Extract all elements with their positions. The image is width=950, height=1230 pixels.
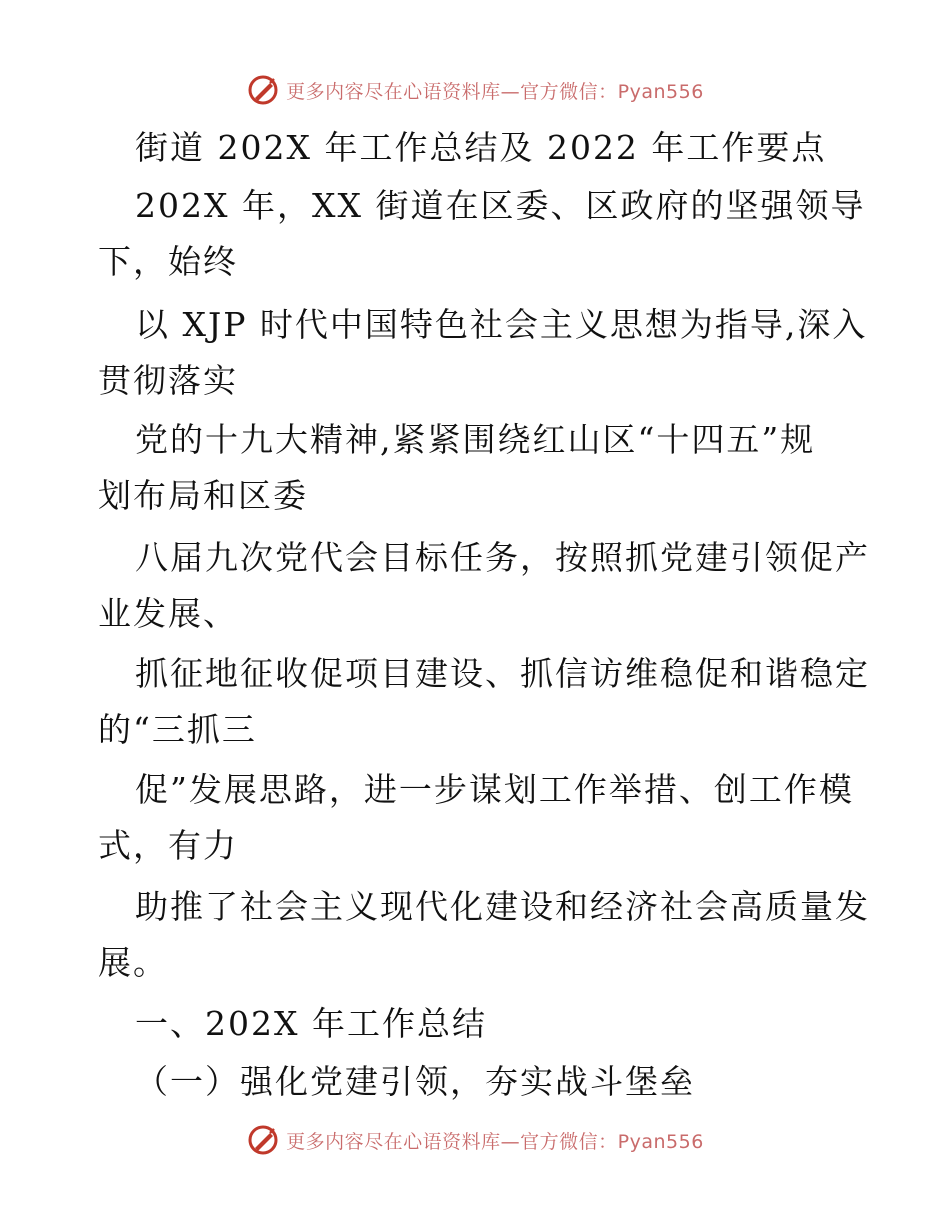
paragraph-line: 展。 xyxy=(98,943,168,982)
pen-logo-icon xyxy=(246,1123,280,1157)
paragraph-line: 贯彻落实 xyxy=(98,361,238,400)
header-watermark-text: 更多内容尽在心语资料库—官方微信：Pyan556 xyxy=(286,80,704,103)
paragraph-line: 党的十九大精神,紧紧围绕红山区“十四五”规 xyxy=(135,420,816,459)
section-heading: 一、202X 年工作总结 xyxy=(135,1004,487,1043)
paragraph-line: 的“三抓三 xyxy=(98,710,257,749)
subsection-heading: （一）强化党建引领，夯实战斗堡垒 xyxy=(135,1062,695,1101)
paragraph-line: 助推了社会主义现代化建设和经济社会高质量发 xyxy=(135,887,870,926)
footer-watermark-banner xyxy=(0,1120,950,1160)
paragraph-line: 八届九次党代会目标任务，按照抓党建引领促产 xyxy=(135,538,870,577)
paragraph-line: 下，始终 xyxy=(98,242,238,281)
footer-watermark-text: 更多内容尽在心语资料库—官方微信：Pyan556 xyxy=(286,1130,704,1153)
document-title: 街道 202X 年工作总结及 2022 年工作要点 xyxy=(135,128,827,167)
paragraph-line: 抓征地征收促项目建设、抓信访维稳促和谐稳定 xyxy=(135,654,870,693)
paragraph-line: 以 XJP 时代中国特色社会主义思想为指导,深入 xyxy=(135,305,868,344)
paragraph-line: 式，有力 xyxy=(98,826,238,865)
paragraph-line: 促”发展思路，进一步谋划工作举措、创工作模 xyxy=(135,770,854,809)
header-watermark-banner xyxy=(0,70,950,110)
paragraph-line: 202X 年，XX 街道在区委、区政府的坚强领导 xyxy=(135,186,866,225)
paragraph-line: 划布局和区委 xyxy=(98,476,308,515)
pen-logo-icon xyxy=(246,73,280,107)
paragraph-line: 业发展、 xyxy=(98,594,238,633)
